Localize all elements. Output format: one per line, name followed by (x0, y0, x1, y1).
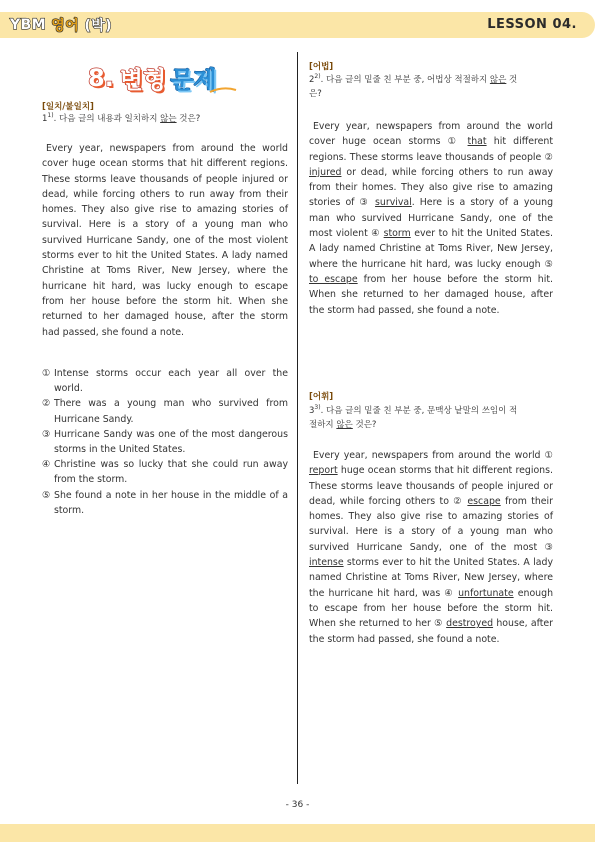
choice-item (42, 427, 288, 457)
section-number: 8. (88, 63, 114, 92)
page-number: - 36 - (285, 800, 310, 810)
underlined-word: destroyed (446, 618, 494, 630)
q1-text: . 다음 글의 내용과 일치하지 (53, 113, 161, 124)
passage-text: enough to escape from her house before the storm hit. When she returned to her (309, 587, 554, 630)
blank-mark: ③ (359, 197, 370, 209)
brand-subject: 영어 (51, 18, 80, 34)
q3-text-line2: 절하지 (309, 419, 337, 430)
passage-text: house, after the storm had passed, she found a note. (309, 618, 554, 645)
blank-mark: ④ (444, 587, 454, 599)
blank-mark: ⑤ (434, 618, 443, 630)
underlined-word: injured (309, 166, 342, 178)
choice-mark: ① (42, 368, 51, 379)
choice-text: She found a note in her house in the middle of a storm. (54, 489, 288, 516)
underlined-word: survival (375, 197, 412, 209)
passage-text: Every year, newspapers from around the world (313, 450, 545, 461)
underlined-word: unfortunate (458, 587, 514, 599)
passage-text: . Here is a story of a young man who survived Hurricane Sandy, one of the most violent (309, 197, 554, 240)
blank-mark: ③ (544, 541, 553, 553)
q2-question (309, 70, 555, 101)
footer-band (0, 824, 595, 842)
choice-text: Christine was so lucky that she could run away from the storm. (54, 459, 288, 486)
passage-text: huge ocean storms that hit different regions. These storms leave thousands of people injured or dead, while forcing others to (309, 465, 553, 507)
q3-tag: [어휘] (309, 392, 334, 402)
choice-text: Hurricane Sandy was one of the most dangerous storms in the United States. (54, 428, 288, 456)
passage-text: from their homes. They also give rise to amazing stories of survival. Here is a story of a young man who survived Hurricane Sandy, one of the most (309, 495, 554, 553)
q2-passage (309, 119, 553, 318)
passage-text: storms ever to hit the United States. A lady named Christine at Toms River, New Jersey, where the hurricane hit hard, was (309, 557, 553, 599)
passage-text: or dead, while forcing others to run away from their homes. They also give rise to amazing stories of (309, 166, 553, 209)
q2-text-line2: 은? (309, 88, 322, 99)
passage-text: Every year, newspapers from around the world cover huge ocean storms (309, 121, 553, 148)
section-word-1: 변형 (119, 66, 167, 94)
column-divider (297, 52, 298, 784)
passage-text: ever to hit the United States. A lady named Christine at Toms River, New Jersey, where the hurricane hit hard, was lucky enough (309, 228, 553, 270)
brand-author: (박) (84, 18, 113, 34)
passage-text: hit different regions. These storms leave thousands of people (309, 136, 553, 163)
blank-mark: ① (447, 136, 461, 148)
choice-item (42, 366, 288, 396)
choice-item (42, 457, 288, 487)
underlined-word: storm (383, 228, 411, 240)
blank-mark: ② (544, 151, 553, 163)
q1-text-end: 것은? (176, 113, 201, 124)
q3-text-end: 것은? (352, 419, 377, 430)
underlined-word: intense (309, 557, 344, 569)
q3-passage (309, 448, 553, 647)
underlined-word: that (467, 136, 487, 148)
choice-text: There was a young man who survived from Hurricane Sandy. (54, 398, 288, 425)
q1-passage: Every year, newspapers from around the world cover huge ocean storms that hit different regions. These storms leave thousands of people injured or dead, while forcing others to run away from their homes. They also give rise to amazing stories of survival. Here is a story of a young man who survived Hurricane Sandy, one of the most violent storms ever to hit the United States. A lady named Christine at Toms River, New Jersey, where the hurricane hit hard, was lucky enough to escape from her house before the storm hit. When she returned to her damaged house, after the storm had passed, she found a note. (42, 143, 288, 338)
blank-mark: ② (453, 495, 464, 507)
section-title (88, 60, 217, 95)
q2-number: 2 (309, 74, 315, 85)
blank-mark: ④ (371, 228, 381, 240)
q1-footnote: 1) (47, 112, 54, 119)
q2-text: . 다음 글의 밑줄 친 부분 중, 어법상 적절하지 (320, 74, 490, 85)
q2-text-end: 것 (506, 74, 518, 85)
choice-mark: ③ (42, 428, 51, 440)
q2-underline: 않은 (489, 74, 507, 85)
choice-mark: ② (42, 398, 51, 410)
section-word-2: 문제 (170, 66, 217, 94)
underlined-word: escape (467, 495, 501, 507)
choice-text: Intense storms occur each year all over the world. (54, 368, 288, 395)
swoosh-icon (208, 86, 238, 94)
lesson-label: LESSON 04. (487, 17, 577, 32)
blank-mark: ⑤ (544, 258, 553, 270)
underlined-word: to escape (309, 273, 358, 285)
brand-ybm: YBM (10, 17, 47, 33)
q1-question (42, 109, 200, 126)
q3-underline: 않은 (336, 419, 353, 430)
q3-text: . 다음 글의 밑줄 친 부분 중, 문맥상 낱말의 쓰임이 적 (320, 405, 518, 416)
choice-item (42, 488, 288, 518)
brand-logo (10, 13, 112, 37)
q2-tag: [어법] (309, 62, 334, 72)
q1-underline: 않는 (160, 113, 177, 124)
passage-text: from her house before the storm hit. When she returned to her damaged house, after the storm had passed, she found a note. (309, 273, 553, 316)
choice-mark: ④ (42, 459, 51, 471)
choice-mark: ⑤ (42, 489, 51, 501)
q3-number: 3 (309, 405, 315, 416)
choice-item (42, 396, 288, 426)
q3-footnote: 3) (314, 404, 321, 411)
blank-mark: ① (544, 450, 553, 461)
q1-tag: [일치/불일치] (42, 102, 94, 112)
q1-number: 1 (42, 113, 48, 124)
q1-choices (42, 366, 288, 518)
q3-question (309, 401, 555, 432)
underlined-word: report (309, 465, 338, 477)
q2-footnote: 2) (314, 73, 321, 80)
